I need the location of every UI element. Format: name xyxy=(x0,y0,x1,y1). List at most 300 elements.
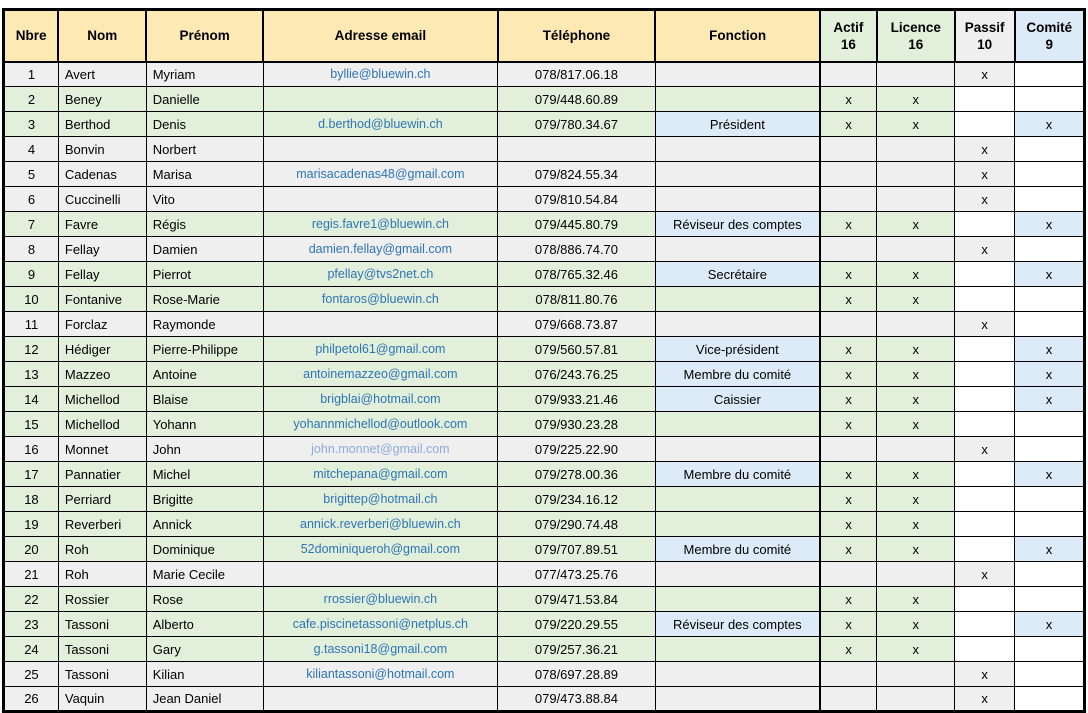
cell-prenom: Jean Daniel xyxy=(146,687,263,712)
cell-fonction xyxy=(655,487,820,512)
cell-email xyxy=(263,687,498,712)
cell-actif-mark xyxy=(820,162,877,187)
cell-telephone: 078/811.80.76 xyxy=(498,287,656,312)
cell-licence-mark: x xyxy=(877,262,955,287)
cell-prenom: John xyxy=(146,437,263,462)
cell-passif-mark xyxy=(955,537,1015,562)
members-table xyxy=(2,8,1086,713)
cell-prenom: Rose xyxy=(146,587,263,612)
cell-nom: Pannatier xyxy=(58,462,146,487)
email-link[interactable]: mitchepana@gmail.com xyxy=(313,467,448,481)
cell-passif-mark: x xyxy=(955,62,1015,87)
cell-fonction: Secrétaire xyxy=(655,262,820,287)
cell-prenom: Annick xyxy=(146,512,263,537)
cell-email xyxy=(263,187,498,212)
cell-prenom: Pierrot xyxy=(146,262,263,287)
cell-fonction xyxy=(655,587,820,612)
cell-nbre: 3 xyxy=(4,112,59,137)
cell-nbre: 21 xyxy=(4,562,59,587)
cell-prenom: Norbert xyxy=(146,137,263,162)
cell-comite-mark xyxy=(1015,87,1085,112)
header-comite-count: 9 xyxy=(1045,36,1054,52)
cell-nom: Beney xyxy=(58,87,146,112)
cell-telephone: 079/933.21.46 xyxy=(498,387,656,412)
cell-actif-mark: x xyxy=(820,337,877,362)
header-actif-label: Actif xyxy=(833,19,864,35)
table-row xyxy=(4,287,1085,312)
cell-nbre: 26 xyxy=(4,687,59,712)
cell-prenom: Danielle xyxy=(146,87,263,112)
cell-fonction: Membre du comité xyxy=(655,362,820,387)
cell-nom: Reverberi xyxy=(58,512,146,537)
cell-telephone: 077/473.25.76 xyxy=(498,562,656,587)
email-link[interactable]: fontaros@bluewin.ch xyxy=(321,292,439,306)
cell-telephone: 076/243.76.25 xyxy=(498,362,656,387)
cell-licence-mark: x xyxy=(877,112,955,137)
cell-email xyxy=(263,462,498,487)
email-link[interactable]: pfellay@tvs2net.ch xyxy=(327,267,434,281)
cell-comite-mark xyxy=(1015,287,1085,312)
member-table-body xyxy=(4,62,1085,712)
cell-actif-mark: x xyxy=(820,537,877,562)
cell-actif-mark: x xyxy=(820,262,877,287)
cell-telephone: 079/560.57.81 xyxy=(498,337,656,362)
cell-prenom: Antoine xyxy=(146,362,263,387)
header-licence-count: 16 xyxy=(908,36,924,52)
cell-actif-mark: x xyxy=(820,487,877,512)
email-link[interactable]: cafe.piscinetassoni@netplus.ch xyxy=(292,617,469,631)
cell-telephone: 079/930.23.28 xyxy=(498,412,656,437)
cell-fonction xyxy=(655,62,820,87)
cell-fonction xyxy=(655,637,820,662)
cell-prenom: Régis xyxy=(146,212,263,237)
cell-comite-mark xyxy=(1015,437,1085,462)
cell-nbre: 20 xyxy=(4,537,59,562)
header-licence-label: Licence xyxy=(890,19,941,35)
cell-comite-mark xyxy=(1015,637,1085,662)
cell-prenom: Alberto xyxy=(146,612,263,637)
cell-nbre: 9 xyxy=(4,262,59,287)
cell-telephone: 079/471.53.84 xyxy=(498,587,656,612)
cell-email xyxy=(263,212,498,237)
table-row xyxy=(4,487,1085,512)
cell-nbre: 17 xyxy=(4,462,59,487)
cell-comite-mark: x xyxy=(1015,537,1085,562)
cell-actif-mark: x xyxy=(820,587,877,612)
cell-telephone: 079/824.55.34 xyxy=(498,162,656,187)
table-row xyxy=(4,437,1085,462)
header-nbre: Nbre xyxy=(4,10,59,62)
cell-telephone: 079/278.00.36 xyxy=(498,462,656,487)
cell-passif-mark xyxy=(955,512,1015,537)
email-link[interactable]: g.tassoni18@gmail.com xyxy=(313,642,448,656)
cell-fonction: Caissier xyxy=(655,387,820,412)
table-row xyxy=(4,612,1085,637)
cell-nom: Tassoni xyxy=(58,612,146,637)
cell-fonction xyxy=(655,312,820,337)
cell-passif-mark xyxy=(955,387,1015,412)
cell-prenom: Brigitte xyxy=(146,487,263,512)
cell-comite-mark: x xyxy=(1015,387,1085,412)
cell-licence-mark: x xyxy=(877,512,955,537)
cell-fonction: Vice-président xyxy=(655,337,820,362)
cell-licence-mark xyxy=(877,662,955,687)
cell-prenom: Pierre-Philippe xyxy=(146,337,263,362)
cell-nbre: 14 xyxy=(4,387,59,412)
cell-fonction xyxy=(655,562,820,587)
cell-telephone: 079/234.16.12 xyxy=(498,487,656,512)
cell-prenom: Michel xyxy=(146,462,263,487)
cell-prenom: Raymonde xyxy=(146,312,263,337)
cell-actif-mark: x xyxy=(820,362,877,387)
cell-fonction: Réviseur des comptes xyxy=(655,212,820,237)
cell-email xyxy=(263,487,498,512)
cell-licence-mark: x xyxy=(877,412,955,437)
cell-nbre: 15 xyxy=(4,412,59,437)
cell-licence-mark: x xyxy=(877,612,955,637)
cell-email xyxy=(263,437,498,462)
cell-licence-mark: x xyxy=(877,87,955,112)
cell-comite-mark: x xyxy=(1015,262,1085,287)
cell-licence-mark: x xyxy=(877,487,955,512)
cell-fonction xyxy=(655,412,820,437)
cell-passif-mark: x xyxy=(955,187,1015,212)
cell-prenom: Blaise xyxy=(146,387,263,412)
cell-email xyxy=(263,237,498,262)
cell-fonction xyxy=(655,662,820,687)
cell-nbre: 12 xyxy=(4,337,59,362)
cell-nom: Cuccinelli xyxy=(58,187,146,212)
cell-telephone: 079/448.60.89 xyxy=(498,87,656,112)
table-row xyxy=(4,687,1085,712)
cell-nbre: 10 xyxy=(4,287,59,312)
cell-passif-mark xyxy=(955,112,1015,137)
cell-comite-mark xyxy=(1015,662,1085,687)
cell-telephone xyxy=(498,137,656,162)
cell-nbre: 16 xyxy=(4,437,59,462)
cell-licence-mark: x xyxy=(877,362,955,387)
cell-nom: Fontanive xyxy=(58,287,146,312)
cell-comite-mark: x xyxy=(1015,112,1085,137)
email-link[interactable]: marisacadenas48@gmail.com xyxy=(296,167,465,181)
header-telephone: Téléphone xyxy=(498,10,656,62)
cell-actif-mark: x xyxy=(820,612,877,637)
cell-nom: Vaquin xyxy=(58,687,146,712)
cell-passif-mark xyxy=(955,612,1015,637)
header-comite-label: Comité xyxy=(1026,19,1073,35)
cell-comite-mark: x xyxy=(1015,337,1085,362)
cell-telephone: 078/817.06.18 xyxy=(498,62,656,87)
cell-comite-mark xyxy=(1015,62,1085,87)
email-link[interactable]: annick.reverberi@bluewin.ch xyxy=(300,517,461,531)
cell-passif-mark xyxy=(955,212,1015,237)
cell-prenom: Marie Cecile xyxy=(146,562,263,587)
cell-prenom: Marisa xyxy=(146,162,263,187)
table-row xyxy=(4,137,1085,162)
cell-actif-mark: x xyxy=(820,637,877,662)
cell-nom: Hédiger xyxy=(58,337,146,362)
cell-licence-mark xyxy=(877,687,955,712)
cell-nom: Bonvin xyxy=(58,137,146,162)
cell-email xyxy=(263,137,498,162)
cell-licence-mark xyxy=(877,312,955,337)
header-licence xyxy=(877,10,955,62)
cell-comite-mark: x xyxy=(1015,462,1085,487)
cell-email xyxy=(263,287,498,312)
cell-nom: Cadenas xyxy=(58,162,146,187)
header-nom: Nom xyxy=(58,10,146,62)
cell-nom: Rossier xyxy=(58,587,146,612)
cell-email xyxy=(263,337,498,362)
cell-passif-mark: x xyxy=(955,437,1015,462)
cell-telephone: 078/886.74.70 xyxy=(498,237,656,262)
cell-licence-mark xyxy=(877,62,955,87)
email-link[interactable]: damien.fellay@gmail.com xyxy=(308,242,453,256)
cell-nom: Mazzeo xyxy=(58,362,146,387)
cell-email xyxy=(263,362,498,387)
cell-passif-mark xyxy=(955,462,1015,487)
cell-fonction xyxy=(655,287,820,312)
cell-fonction xyxy=(655,437,820,462)
table-row xyxy=(4,587,1085,612)
table-row xyxy=(4,512,1085,537)
table-row xyxy=(4,537,1085,562)
cell-comite-mark xyxy=(1015,512,1085,537)
cell-nbre: 1 xyxy=(4,62,59,87)
cell-telephone: 078/765.32.46 xyxy=(498,262,656,287)
cell-nom: Fellay xyxy=(58,237,146,262)
cell-actif-mark xyxy=(820,662,877,687)
email-link[interactable]: john.monnet@gmail.com xyxy=(311,442,450,456)
cell-email xyxy=(263,612,498,637)
cell-licence-mark xyxy=(877,437,955,462)
cell-email xyxy=(263,587,498,612)
cell-comite-mark xyxy=(1015,187,1085,212)
cell-telephone: 079/445.80.79 xyxy=(498,212,656,237)
cell-prenom: Myriam xyxy=(146,62,263,87)
cell-telephone: 078/697.28.89 xyxy=(498,662,656,687)
cell-fonction xyxy=(655,687,820,712)
cell-licence-mark xyxy=(877,562,955,587)
cell-nom: Roh xyxy=(58,537,146,562)
cell-fonction: Membre du comité xyxy=(655,537,820,562)
cell-passif-mark xyxy=(955,487,1015,512)
cell-nom: Tassoni xyxy=(58,637,146,662)
cell-actif-mark: x xyxy=(820,287,877,312)
cell-prenom: Gary xyxy=(146,637,263,662)
cell-nbre: 2 xyxy=(4,87,59,112)
cell-comite-mark xyxy=(1015,162,1085,187)
email-link[interactable]: antoinemazzeo@gmail.com xyxy=(303,367,458,381)
email-link[interactable]: brigblai@hotmail.com xyxy=(320,392,441,406)
table-row xyxy=(4,637,1085,662)
cell-licence-mark xyxy=(877,237,955,262)
table-row xyxy=(4,187,1085,212)
cell-prenom: Yohann xyxy=(146,412,263,437)
header-row xyxy=(4,10,1085,62)
cell-actif-mark xyxy=(820,187,877,212)
cell-email xyxy=(263,412,498,437)
cell-licence-mark xyxy=(877,187,955,212)
cell-nbre: 18 xyxy=(4,487,59,512)
cell-comite-mark: x xyxy=(1015,212,1085,237)
cell-email xyxy=(263,62,498,87)
cell-fonction xyxy=(655,237,820,262)
cell-nom: Monnet xyxy=(58,437,146,462)
cell-nom: Tassoni xyxy=(58,662,146,687)
email-link[interactable]: d.berthod@bluewin.ch xyxy=(318,117,443,131)
cell-actif-mark xyxy=(820,437,877,462)
cell-passif-mark: x xyxy=(955,312,1015,337)
cell-nom: Favre xyxy=(58,212,146,237)
cell-nbre: 8 xyxy=(4,237,59,262)
table-row xyxy=(4,112,1085,137)
cell-telephone: 079/473.88.84 xyxy=(498,687,656,712)
cell-comite-mark xyxy=(1015,487,1085,512)
cell-licence-mark: x xyxy=(877,337,955,362)
cell-licence-mark xyxy=(877,162,955,187)
cell-prenom: Kilian xyxy=(146,662,263,687)
header-fonction: Fonction xyxy=(655,10,820,62)
cell-comite-mark xyxy=(1015,587,1085,612)
cell-passif-mark: x xyxy=(955,162,1015,187)
cell-passif-mark xyxy=(955,637,1015,662)
header-passif-label: Passif xyxy=(964,19,1005,35)
table-row xyxy=(4,87,1085,112)
cell-email xyxy=(263,537,498,562)
cell-passif-mark: x xyxy=(955,137,1015,162)
cell-nbre: 22 xyxy=(4,587,59,612)
cell-licence-mark xyxy=(877,137,955,162)
cell-nbre: 6 xyxy=(4,187,59,212)
cell-actif-mark: x xyxy=(820,387,877,412)
cell-nbre: 24 xyxy=(4,637,59,662)
cell-actif-mark xyxy=(820,62,877,87)
cell-nom: Roh xyxy=(58,562,146,587)
cell-nom: Fellay xyxy=(58,262,146,287)
cell-nom: Avert xyxy=(58,62,146,87)
cell-fonction xyxy=(655,512,820,537)
table-row xyxy=(4,162,1085,187)
cell-telephone: 079/225.22.90 xyxy=(498,437,656,462)
cell-nbre: 11 xyxy=(4,312,59,337)
cell-telephone: 079/810.54.84 xyxy=(498,187,656,212)
header-prenom: Prénom xyxy=(146,10,263,62)
cell-nom: Perriard xyxy=(58,487,146,512)
cell-actif-mark xyxy=(820,137,877,162)
cell-email xyxy=(263,512,498,537)
cell-email xyxy=(263,112,498,137)
cell-nom: Forclaz xyxy=(58,312,146,337)
header-passif-count: 10 xyxy=(977,36,993,52)
email-link[interactable]: philpetol61@gmail.com xyxy=(315,342,446,356)
cell-comite-mark xyxy=(1015,412,1085,437)
email-link[interactable]: kiliantassoni@hotmail.com xyxy=(306,667,455,681)
cell-licence-mark: x xyxy=(877,637,955,662)
cell-actif-mark: x xyxy=(820,412,877,437)
cell-nbre: 19 xyxy=(4,512,59,537)
email-link[interactable]: byllie@bluewin.ch xyxy=(330,67,431,82)
cell-comite-mark: x xyxy=(1015,612,1085,637)
table-row xyxy=(4,562,1085,587)
cell-fonction xyxy=(655,187,820,212)
cell-prenom: Damien xyxy=(146,237,263,262)
cell-fonction: Président xyxy=(655,112,820,137)
cell-passif-mark: x xyxy=(955,662,1015,687)
cell-actif-mark: x xyxy=(820,512,877,537)
cell-comite-mark xyxy=(1015,237,1085,262)
cell-passif-mark xyxy=(955,362,1015,387)
cell-telephone: 079/257.36.21 xyxy=(498,637,656,662)
cell-nbre: 7 xyxy=(4,212,59,237)
cell-nom: Michellod xyxy=(58,412,146,437)
table-row xyxy=(4,62,1085,87)
cell-licence-mark: x xyxy=(877,387,955,412)
email-link[interactable]: 52dominiqueroh@gmail.com xyxy=(300,542,461,556)
table-row xyxy=(4,262,1085,287)
cell-passif-mark xyxy=(955,337,1015,362)
email-link[interactable]: brigittep@hotmail.ch xyxy=(323,492,438,506)
header-actif-count: 16 xyxy=(840,36,856,52)
cell-email xyxy=(263,87,498,112)
cell-fonction xyxy=(655,162,820,187)
cell-comite-mark xyxy=(1015,312,1085,337)
cell-email xyxy=(263,637,498,662)
cell-fonction: Membre du comité xyxy=(655,462,820,487)
cell-passif-mark: x xyxy=(955,687,1015,712)
cell-passif-mark xyxy=(955,87,1015,112)
cell-prenom: Denis xyxy=(146,112,263,137)
cell-actif-mark: x xyxy=(820,462,877,487)
cell-email xyxy=(263,662,498,687)
cell-telephone: 079/780.34.67 xyxy=(498,112,656,137)
table-row xyxy=(4,412,1085,437)
cell-comite-mark: x xyxy=(1015,362,1085,387)
cell-licence-mark: x xyxy=(877,287,955,312)
cell-nbre: 5 xyxy=(4,162,59,187)
table-row xyxy=(4,337,1085,362)
table-row xyxy=(4,212,1085,237)
cell-telephone: 079/290.74.48 xyxy=(498,512,656,537)
email-link[interactable]: yohannmichellod@outlook.com xyxy=(293,417,468,431)
cell-fonction xyxy=(655,87,820,112)
header-comite xyxy=(1015,10,1085,62)
header-actif xyxy=(820,10,877,62)
cell-licence-mark: x xyxy=(877,212,955,237)
cell-nbre: 13 xyxy=(4,362,59,387)
table-row xyxy=(4,462,1085,487)
cell-comite-mark xyxy=(1015,562,1085,587)
cell-passif-mark: x xyxy=(955,237,1015,262)
cell-email xyxy=(263,312,498,337)
cell-email xyxy=(263,562,498,587)
cell-fonction xyxy=(655,137,820,162)
email-link[interactable]: rrossier@bluewin.ch xyxy=(323,592,438,606)
cell-licence-mark: x xyxy=(877,537,955,562)
cell-passif-mark xyxy=(955,262,1015,287)
cell-passif-mark xyxy=(955,587,1015,612)
cell-nom: Berthod xyxy=(58,112,146,137)
email-link[interactable]: regis.favre1@bluewin.ch xyxy=(311,217,449,231)
table-row xyxy=(4,362,1085,387)
cell-prenom: Vito xyxy=(146,187,263,212)
cell-telephone: 079/220.29.55 xyxy=(498,612,656,637)
cell-actif-mark xyxy=(820,687,877,712)
cell-passif-mark xyxy=(955,287,1015,312)
cell-comite-mark xyxy=(1015,137,1085,162)
cell-comite-mark xyxy=(1015,687,1085,712)
cell-licence-mark: x xyxy=(877,462,955,487)
